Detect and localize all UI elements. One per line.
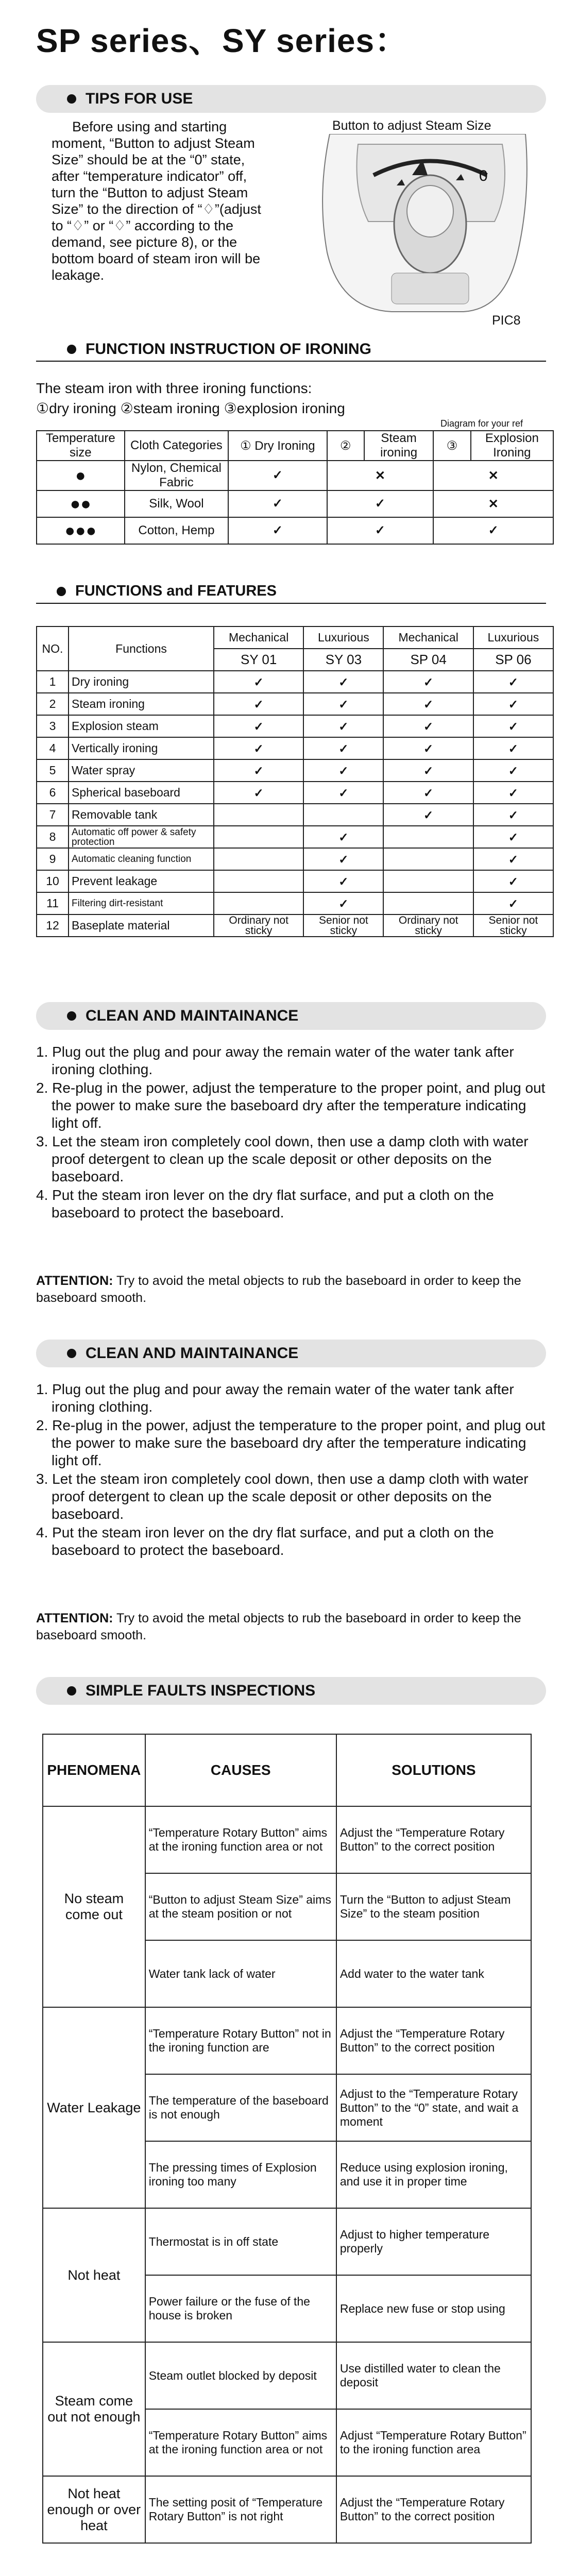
section-header-clean — [36, 1340, 546, 1367]
list-item: 1. Plug out the plug and pour away the remain water of the water tank after ironing clothing. — [36, 1044, 514, 1077]
cause-cell: “Button to adjust Steam Size” aims at the steam position or not — [145, 1873, 336, 1940]
model-type: Mechanical — [383, 626, 473, 649]
feature-cell: ✓ — [303, 671, 383, 693]
feature-cell: Senior not sticky — [473, 914, 553, 937]
feature-cell: ✓ — [473, 759, 553, 782]
solution-cell: Adjust to the “Temperature Rotary Button” to the “0” state, and wait a moment — [336, 2074, 531, 2141]
function-name: Steam ironing — [69, 693, 214, 715]
cloth-category: Nylon, Chemical Fabric — [125, 461, 229, 490]
solution-cell: Use distilled water to clean the deposit — [336, 2342, 531, 2409]
table-row — [37, 737, 553, 759]
feature-cell: ✓ — [383, 715, 473, 737]
section-title: TIPS FOR USE — [86, 90, 193, 107]
table-header-row — [37, 431, 553, 461]
cause-cell: Thermostat is in off state — [145, 2208, 336, 2275]
steam-button-figure — [309, 118, 536, 335]
section-header-clean — [36, 1002, 546, 1030]
table-header-row — [37, 626, 553, 649]
table-row — [37, 870, 553, 892]
function-name: Prevent leakage — [69, 870, 214, 892]
feature-cell: Ordinary not sticky — [383, 914, 473, 937]
table-header: Temperature size — [37, 431, 125, 461]
table-header: ① Dry Ironing — [228, 431, 327, 461]
table-row — [37, 914, 553, 937]
feature-cell: ✓ — [303, 759, 383, 782]
solution-cell: Adjust the “Temperature Rotary Button” to the correct position — [336, 2007, 531, 2074]
feature-cell — [214, 892, 303, 914]
feature-cell: ✓ — [303, 826, 383, 848]
cloth-category: Cotton, Hemp — [125, 517, 229, 544]
feature-cell: ✓ — [303, 848, 383, 870]
feature-cell: ✓ — [214, 782, 303, 804]
phenomena-cell: No steam come out — [43, 1806, 145, 2007]
feature-cell: ✓ — [383, 759, 473, 782]
row-number: 5 — [37, 759, 69, 782]
feature-cell: ✓ — [473, 870, 553, 892]
explosion-mark: ✕ — [433, 490, 553, 517]
row-number: 9 — [37, 848, 69, 870]
feature-cell: ✓ — [473, 693, 553, 715]
table-row — [43, 2342, 531, 2409]
table-header: SOLUTIONS — [336, 1734, 531, 1806]
cause-cell: “Temperature Rotary Button” aims at the ironing function area or not — [145, 1806, 336, 1873]
table-row — [43, 2007, 531, 2074]
cause-cell: Power failure or the fuse of the house is broken — [145, 2275, 336, 2342]
feature-cell: ✓ — [214, 671, 303, 693]
cause-cell: The temperature of the baseboard is not enough — [145, 2074, 336, 2141]
function-name: Dry ironing — [69, 671, 214, 693]
phenomena-cell: Water Leakage — [43, 2007, 145, 2208]
phenomena-cell: Not heat enough or over heat — [43, 2476, 145, 2543]
model-type: Mechanical — [214, 626, 303, 649]
list-item: 4. Put the steam iron lever on the dry flat surface, and put a cloth on the baseboard to protect the baseboard. — [36, 1187, 494, 1221]
table-header: Steam ironing — [364, 431, 433, 461]
feature-cell — [214, 870, 303, 892]
table-row — [43, 2476, 531, 2543]
function-intro: The steam iron with three ironing functions: — [36, 380, 312, 396]
row-number: 6 — [37, 782, 69, 804]
clean-steps — [36, 1381, 551, 1560]
model-name: SY 01 — [214, 649, 303, 671]
table-row — [37, 804, 553, 826]
table-row — [37, 461, 553, 490]
feature-cell: ✓ — [473, 826, 553, 848]
attention-label: ATTENTION: — [36, 1611, 113, 1625]
attention-text: Try to avoid the metal objects to rub the baseboard in order to keep the baseboard smooth. — [36, 1611, 521, 1642]
table-header: PHENOMENA — [43, 1734, 145, 1806]
function-name: Explosion steam — [69, 715, 214, 737]
feature-cell: ✓ — [383, 737, 473, 759]
feature-cell: ✓ — [214, 693, 303, 715]
table-header: ② — [327, 431, 364, 461]
steam-mark: ✓ — [327, 517, 434, 544]
row-number: 1 — [37, 671, 69, 693]
phenomena-cell: Not heat — [43, 2208, 145, 2342]
table-header-row — [43, 1734, 531, 1806]
table-row — [37, 782, 553, 804]
function-name: Filtering dirt-resistant — [69, 892, 214, 914]
section-title: SIMPLE FAULTS INSPECTIONS — [86, 1682, 316, 1699]
section-title: FUNCTION INSTRUCTION OF IRONING — [86, 340, 371, 358]
steam-iron-icon — [309, 134, 536, 335]
feature-cell: ✓ — [473, 782, 553, 804]
figure-zero-label: 0 — [479, 167, 488, 184]
dry-mark: ✓ — [228, 517, 327, 544]
solution-cell: Adjust the “Temperature Rotary Button” to the correct position — [336, 1806, 531, 1873]
feature-cell — [383, 848, 473, 870]
function-name: Spherical baseboard — [69, 782, 214, 804]
row-number: 3 — [37, 715, 69, 737]
feature-cell: ✓ — [303, 693, 383, 715]
feature-cell: ✓ — [473, 715, 553, 737]
table-row — [37, 759, 553, 782]
table-row — [43, 1806, 531, 1873]
table-row — [37, 848, 553, 870]
feature-cell: ✓ — [303, 715, 383, 737]
section-header-faults — [36, 1677, 546, 1705]
bullet-icon — [67, 1349, 76, 1358]
bullet-icon — [67, 1011, 76, 1021]
diagram-ref: Diagram for your ref — [440, 418, 523, 429]
table-row — [37, 826, 553, 848]
clean-steps — [36, 1043, 551, 1223]
feature-cell: ✓ — [303, 870, 383, 892]
steam-mark: ✓ — [327, 490, 434, 517]
cause-cell: “Temperature Rotary Button” aims at the ironing function area or not — [145, 2409, 336, 2476]
feature-cell: ✓ — [303, 892, 383, 914]
attention-label: ATTENTION: — [36, 1274, 113, 1288]
solution-cell: Replace new fuse or stop using — [336, 2275, 531, 2342]
figure-caption: Button to adjust Steam Size — [332, 118, 491, 133]
row-number: 7 — [37, 804, 69, 826]
cause-cell: “Temperature Rotary Button” not in the ironing function are — [145, 2007, 336, 2074]
solution-cell: Adjust the “Temperature Rotary Button” to the correct position — [336, 2476, 531, 2543]
solution-cell: Turn the “Button to adjust Steam Size” to the steam position — [336, 1873, 531, 1940]
dry-mark: ✓ — [228, 461, 327, 490]
feature-cell: Ordinary not sticky — [214, 914, 303, 937]
feature-cell: Senior not sticky — [303, 914, 383, 937]
table-row — [37, 892, 553, 914]
row-number: 8 — [37, 826, 69, 848]
feature-cell — [214, 804, 303, 826]
table-header: Cloth Categories — [125, 431, 229, 461]
table-header: Functions — [69, 626, 214, 671]
feature-cell: ✓ — [473, 804, 553, 826]
solution-cell: Adjust “Temperature Rotary Button” to the ironing function area — [336, 2409, 531, 2476]
feature-cell: ✓ — [303, 737, 383, 759]
section-header-features — [36, 580, 546, 603]
table-row — [37, 715, 553, 737]
function-list: ①dry ironing ②steam ironing ③explosion ironing — [36, 400, 345, 416]
row-number: 4 — [37, 737, 69, 759]
section-title: CLEAN AND MAINTAINANCE — [86, 1345, 299, 1362]
model-name: SP 06 — [473, 649, 553, 671]
cause-cell: The pressing times of Explosion ironing too many — [145, 2141, 336, 2208]
dry-mark: ✓ — [228, 490, 327, 517]
feature-cell: ✓ — [473, 848, 553, 870]
faults-table — [42, 1734, 532, 2544]
feature-cell — [383, 892, 473, 914]
divider — [36, 603, 546, 604]
bullet-icon — [57, 587, 66, 596]
steam-mark: ✕ — [327, 461, 434, 490]
feature-cell: ✓ — [473, 892, 553, 914]
function-name: Automatic cleaning function — [69, 848, 214, 870]
feature-cell: ✓ — [473, 737, 553, 759]
feature-cell: ✓ — [473, 671, 553, 693]
feature-cell — [383, 826, 473, 848]
feature-cell: ✓ — [214, 715, 303, 737]
feature-cell — [214, 848, 303, 870]
table-header: ③ — [433, 431, 470, 461]
table-row — [43, 2208, 531, 2275]
divider — [36, 361, 546, 362]
feature-cell: ✓ — [214, 759, 303, 782]
model-name: SP 04 — [383, 649, 473, 671]
function-name: Water spray — [69, 759, 214, 782]
model-type: Luxurious — [473, 626, 553, 649]
feature-cell — [383, 870, 473, 892]
list-item: 4. Put the steam iron lever on the dry flat surface, and put a cloth on the baseboard to protect the baseboard. — [36, 1524, 494, 1558]
table-header: CAUSES — [145, 1734, 336, 1806]
bullet-icon — [67, 1686, 76, 1696]
feature-cell: ✓ — [383, 693, 473, 715]
table-row — [37, 671, 553, 693]
table-header: NO. — [37, 626, 69, 671]
phenomena-cell: Steam come out not enough — [43, 2342, 145, 2476]
section-header-tips — [36, 85, 546, 113]
temperature-dots-icon: ●● — [37, 490, 125, 517]
model-type: Luxurious — [303, 626, 383, 649]
bullet-icon — [67, 345, 76, 354]
figure-label: PIC8 — [492, 313, 521, 328]
section-title: FUNCTIONS and FEATURES — [75, 583, 277, 599]
table-row — [37, 693, 553, 715]
section-title: CLEAN AND MAINTAINANCE — [86, 1007, 299, 1024]
feature-cell — [303, 804, 383, 826]
list-item: 3. Let the steam iron completely cool down, then use a damp cloth with water proof detergent to clean up the scale deposit or other deposits on the baseboard. — [36, 1133, 529, 1184]
feature-cell: ✓ — [383, 804, 473, 826]
model-name: SY 03 — [303, 649, 383, 671]
feature-cell: ✓ — [214, 737, 303, 759]
function-name: Baseplate material — [69, 914, 214, 937]
attention-note — [36, 1610, 551, 1644]
feature-cell — [214, 826, 303, 848]
cause-cell: Water tank lack of water — [145, 1940, 336, 2007]
row-number: 10 — [37, 870, 69, 892]
table-row — [37, 490, 553, 517]
cloth-category: Silk, Wool — [125, 490, 229, 517]
row-number: 11 — [37, 892, 69, 914]
tips-text: Before using and starting moment, “Button to adjust Steam Size” should be at the “0” state, after “temperature indicator” off, turn the “Button to adjust Steam Size” to the direction of “♢”(adjust to “♢” or “♢” according to the demand, see picture 8), or the bottom board of steam iron will be leakage. — [52, 119, 261, 283]
bullet-icon — [67, 94, 76, 104]
row-number: 2 — [37, 693, 69, 715]
section-header-function — [36, 337, 546, 361]
function-name: Automatic off power & safety protection — [69, 826, 214, 848]
row-number: 12 — [37, 914, 69, 937]
features-table — [36, 626, 554, 937]
table-row — [37, 517, 553, 544]
list-item: 3. Let the steam iron completely cool down, then use a damp cloth with water proof detergent to clean up the scale deposit or other deposits on the baseboard. — [36, 1471, 529, 1522]
solution-cell: Reduce using explosion ironing, and use it in proper time — [336, 2141, 531, 2208]
attention-note — [36, 1273, 551, 1307]
solution-cell: Add water to the water tank — [336, 1940, 531, 2007]
temperature-dots-icon: ●●● — [37, 517, 125, 544]
cause-cell: Steam outlet blocked by deposit — [145, 2342, 336, 2409]
solution-cell: Adjust to higher temperature properly — [336, 2208, 531, 2275]
feature-cell: ✓ — [383, 671, 473, 693]
attention-text: Try to avoid the metal objects to rub the baseboard in order to keep the baseboard smooth. — [36, 1274, 521, 1305]
feature-cell: ✓ — [303, 782, 383, 804]
table-header: Explosion Ironing — [471, 431, 553, 461]
function-name: Removable tank — [69, 804, 214, 826]
explosion-mark: ✓ — [433, 517, 553, 544]
temperature-dots-icon: ● — [37, 461, 125, 490]
cause-cell: The setting posit of “Temperature Rotary Button” is not right — [145, 2476, 336, 2543]
feature-cell: ✓ — [383, 782, 473, 804]
page-title: SP series、SY series： — [36, 22, 409, 59]
list-item: 2. Re-plug in the power, adjust the temperature to the proper point, and plug out the power to make sure the baseboard dry after the temperature indicating light off. — [36, 1080, 546, 1131]
function-name: Vertically ironing — [69, 737, 214, 759]
list-item: 1. Plug out the plug and pour away the remain water of the water tank after ironing clothing. — [36, 1381, 514, 1415]
list-item: 2. Re-plug in the power, adjust the temperature to the proper point, and plug out the power to make sure the baseboard dry after the temperature indicating light off. — [36, 1417, 546, 1468]
ironing-function-table — [36, 430, 554, 545]
explosion-mark: ✕ — [433, 461, 553, 490]
